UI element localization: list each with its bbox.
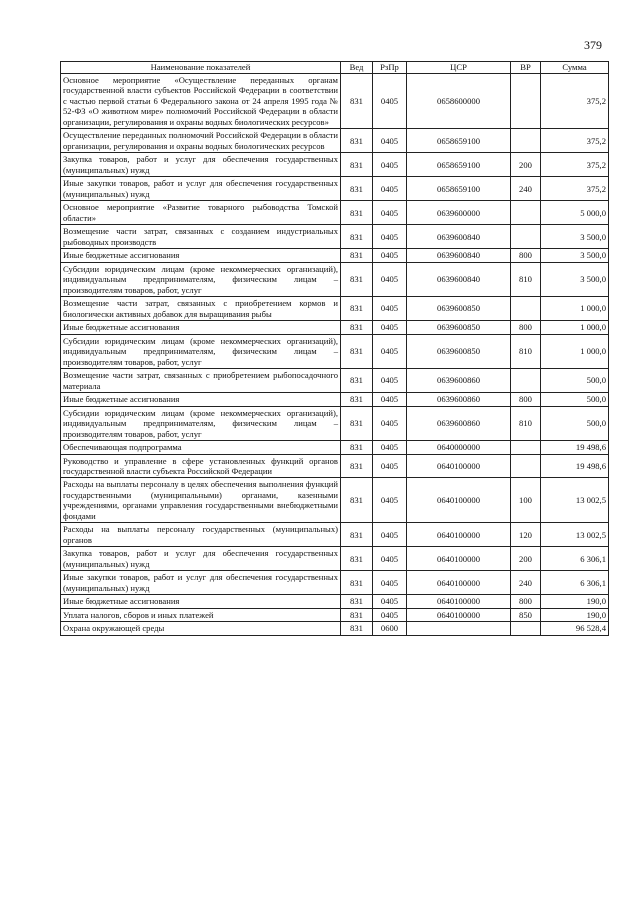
cell-sum: 375,2 xyxy=(541,177,609,201)
table-row xyxy=(61,454,609,478)
cell-vr: 240 xyxy=(511,177,541,201)
cell-vr xyxy=(511,225,541,249)
cell-csr: 0639600840 xyxy=(407,262,511,296)
cell-rzpr: 0405 xyxy=(373,595,407,608)
cell-sum: 3 500,0 xyxy=(541,249,609,262)
cell-name: Субсидии юридическим лицам (кроме некоммерческих организаций), индивидуальным предпринимателям, физическим лицам – производителям товаров, работ, услуг xyxy=(61,406,341,440)
cell-csr: 0639600850 xyxy=(407,297,511,321)
cell-vr: 810 xyxy=(511,262,541,296)
table-row xyxy=(61,441,609,454)
table-row xyxy=(61,595,609,608)
cell-rzpr: 0405 xyxy=(373,406,407,440)
cell-rzpr: 0405 xyxy=(373,393,407,406)
cell-name: Иные закупки товаров, работ и услуг для обеспечения государственных (муниципальных) нужд xyxy=(61,571,341,595)
cell-vr: 800 xyxy=(511,249,541,262)
cell-rzpr: 0405 xyxy=(373,129,407,153)
cell-name: Иные бюджетные ассигнования xyxy=(61,249,341,262)
cell-name: Иные бюджетные ассигнования xyxy=(61,393,341,406)
cell-name: Уплата налогов, сборов и иных платежей xyxy=(61,608,341,621)
budget-table xyxy=(60,61,609,636)
cell-csr xyxy=(407,622,511,635)
cell-csr: 0639600860 xyxy=(407,406,511,440)
cell-name: Субсидии юридическим лицам (кроме некоммерческих организаций), индивидуальным предпринимателям, физическим лицам – производителям товаров, работ, услуг xyxy=(61,262,341,296)
table-row xyxy=(61,369,609,393)
cell-vr: 850 xyxy=(511,608,541,621)
page-number: 379 xyxy=(584,38,602,52)
cell-rzpr: 0405 xyxy=(373,153,407,177)
cell-sum: 19 498,6 xyxy=(541,454,609,478)
table-row xyxy=(61,153,609,177)
cell-csr: 0639600840 xyxy=(407,225,511,249)
cell-rzpr: 0405 xyxy=(373,225,407,249)
table-row xyxy=(61,225,609,249)
cell-rzpr: 0405 xyxy=(373,571,407,595)
cell-ved: 831 xyxy=(341,454,373,478)
table-row xyxy=(61,74,609,129)
cell-vr: 200 xyxy=(511,547,541,571)
cell-vr: 240 xyxy=(511,571,541,595)
cell-rzpr: 0405 xyxy=(373,262,407,296)
cell-name: Обеспечивающая подпрограмма xyxy=(61,441,341,454)
table-row xyxy=(61,622,609,635)
cell-ved: 831 xyxy=(341,478,373,523)
cell-vr: 100 xyxy=(511,478,541,523)
cell-ved: 831 xyxy=(341,334,373,368)
cell-ved: 831 xyxy=(341,225,373,249)
cell-vr: 810 xyxy=(511,406,541,440)
header-sum: Сумма xyxy=(541,62,609,74)
cell-name: Закупка товаров, работ и услуг для обеспечения государственных (муниципальных) нужд xyxy=(61,547,341,571)
cell-csr: 0639600860 xyxy=(407,369,511,393)
cell-csr: 0640000000 xyxy=(407,441,511,454)
cell-rzpr: 0405 xyxy=(373,547,407,571)
table-row xyxy=(61,201,609,225)
table-row xyxy=(61,334,609,368)
cell-rzpr: 0405 xyxy=(373,321,407,334)
cell-csr: 0640100000 xyxy=(407,608,511,621)
cell-csr: 0640100000 xyxy=(407,454,511,478)
cell-sum: 3 500,0 xyxy=(541,225,609,249)
cell-csr: 0640100000 xyxy=(407,571,511,595)
table-row xyxy=(61,129,609,153)
cell-rzpr: 0405 xyxy=(373,74,407,129)
cell-ved: 831 xyxy=(341,249,373,262)
cell-sum: 500,0 xyxy=(541,369,609,393)
cell-vr xyxy=(511,441,541,454)
cell-sum: 3 500,0 xyxy=(541,262,609,296)
cell-rzpr: 0405 xyxy=(373,523,407,547)
cell-rzpr: 0405 xyxy=(373,177,407,201)
cell-vr: 200 xyxy=(511,153,541,177)
cell-ved: 831 xyxy=(341,406,373,440)
cell-rzpr: 0405 xyxy=(373,478,407,523)
cell-vr: 800 xyxy=(511,595,541,608)
header-csr: ЦСР xyxy=(407,62,511,74)
cell-vr xyxy=(511,454,541,478)
table-row xyxy=(61,571,609,595)
header-vr: ВР xyxy=(511,62,541,74)
header-ved: Вед xyxy=(341,62,373,74)
cell-name: Расходы на выплаты персоналу в целях обеспечения выполнения функций государственными (муниципальными) органами, казенными учреждениями, органами управления государственными внебюджетными фондами xyxy=(61,478,341,523)
cell-sum: 375,2 xyxy=(541,153,609,177)
cell-sum: 190,0 xyxy=(541,595,609,608)
cell-rzpr: 0405 xyxy=(373,297,407,321)
table-row xyxy=(61,608,609,621)
cell-vr: 800 xyxy=(511,321,541,334)
cell-csr: 0658659100 xyxy=(407,153,511,177)
cell-csr: 0640100000 xyxy=(407,478,511,523)
cell-sum: 6 306,1 xyxy=(541,547,609,571)
cell-sum: 6 306,1 xyxy=(541,571,609,595)
cell-csr: 0640100000 xyxy=(407,523,511,547)
cell-vr: 800 xyxy=(511,393,541,406)
cell-vr xyxy=(511,201,541,225)
cell-name: Иные закупки товаров, работ и услуг для обеспечения государственных (муниципальных) нужд xyxy=(61,177,341,201)
cell-name: Иные бюджетные ассигнования xyxy=(61,595,341,608)
cell-ved: 831 xyxy=(341,369,373,393)
table-row xyxy=(61,249,609,262)
cell-sum: 19 498,6 xyxy=(541,441,609,454)
cell-ved: 831 xyxy=(341,74,373,129)
cell-name: Руководство и управление в сфере установленных функций органов государственной власти субъекта Российской Федерации xyxy=(61,454,341,478)
cell-name: Расходы на выплаты персоналу государственных (муниципальных) органов xyxy=(61,523,341,547)
cell-ved: 831 xyxy=(341,201,373,225)
cell-sum: 1 000,0 xyxy=(541,321,609,334)
cell-name: Основное мероприятие «Развитие товарного рыбоводства Томской области» xyxy=(61,201,341,225)
table-row xyxy=(61,523,609,547)
cell-sum: 1 000,0 xyxy=(541,334,609,368)
cell-rzpr: 0405 xyxy=(373,201,407,225)
cell-name: Возмещение части затрат, связанных с приобретением рыбопосадочного материала xyxy=(61,369,341,393)
cell-vr xyxy=(511,74,541,129)
header-rzpr: РзПр xyxy=(373,62,407,74)
cell-sum: 13 002,5 xyxy=(541,523,609,547)
cell-sum: 375,2 xyxy=(541,74,609,129)
table-body xyxy=(61,74,609,636)
cell-vr: 120 xyxy=(511,523,541,547)
cell-csr: 0640100000 xyxy=(407,595,511,608)
cell-rzpr: 0405 xyxy=(373,441,407,454)
cell-rzpr: 0405 xyxy=(373,369,407,393)
table-header-row xyxy=(61,62,609,74)
cell-ved: 831 xyxy=(341,177,373,201)
cell-ved: 831 xyxy=(341,129,373,153)
cell-sum: 500,0 xyxy=(541,406,609,440)
table-row xyxy=(61,406,609,440)
cell-ved: 831 xyxy=(341,393,373,406)
cell-sum: 5 000,0 xyxy=(541,201,609,225)
cell-sum: 500,0 xyxy=(541,393,609,406)
cell-vr xyxy=(511,297,541,321)
cell-csr: 0658600000 xyxy=(407,74,511,129)
header-name: Наименование показателей xyxy=(61,62,341,74)
table-row xyxy=(61,177,609,201)
cell-rzpr: 0405 xyxy=(373,249,407,262)
cell-sum: 13 002,5 xyxy=(541,478,609,523)
table-row xyxy=(61,321,609,334)
table-row xyxy=(61,393,609,406)
cell-ved: 831 xyxy=(341,153,373,177)
cell-name: Закупка товаров, работ и услуг для обеспечения государственных (муниципальных) нужд xyxy=(61,153,341,177)
cell-name: Возмещение части затрат, связанных с созданием индустриальных рыбоводных производств xyxy=(61,225,341,249)
cell-name: Охрана окружающей среды xyxy=(61,622,341,635)
cell-rzpr: 0405 xyxy=(373,608,407,621)
cell-csr: 0639600860 xyxy=(407,393,511,406)
cell-name: Осуществление переданных полномочий Российской Федерации в области организации, регулирования и охраны водных биологических ресурсов xyxy=(61,129,341,153)
cell-vr xyxy=(511,129,541,153)
cell-vr xyxy=(511,369,541,393)
cell-rzpr: 0405 xyxy=(373,334,407,368)
table-row xyxy=(61,547,609,571)
cell-csr: 0658659100 xyxy=(407,129,511,153)
cell-rzpr: 0405 xyxy=(373,454,407,478)
table-row xyxy=(61,478,609,523)
table-row xyxy=(61,262,609,296)
cell-csr: 0640100000 xyxy=(407,547,511,571)
cell-sum: 375,2 xyxy=(541,129,609,153)
table-row xyxy=(61,297,609,321)
cell-ved: 831 xyxy=(341,441,373,454)
cell-name: Субсидии юридическим лицам (кроме некоммерческих организаций), индивидуальным предпринимателям, физическим лицам – производителям товаров, работ, услуг xyxy=(61,334,341,368)
cell-ved: 831 xyxy=(341,595,373,608)
cell-csr: 0658659100 xyxy=(407,177,511,201)
cell-sum: 96 528,4 xyxy=(541,622,609,635)
cell-csr: 0639600850 xyxy=(407,321,511,334)
cell-ved: 831 xyxy=(341,297,373,321)
cell-name: Иные бюджетные ассигнования xyxy=(61,321,341,334)
cell-name: Основное мероприятие «Осуществление переданных органам государственной власти субъектов Российской Федерации в соответствии с частью первой статьи 6 Федерального закона от 24 апреля 1995 года № 52-ФЗ «О животном мире» полномочий Российской Федерации в области организации, регулирования и охраны водных биологических ресурсов» xyxy=(61,74,341,129)
cell-ved: 831 xyxy=(341,262,373,296)
cell-sum: 1 000,0 xyxy=(541,297,609,321)
cell-vr: 810 xyxy=(511,334,541,368)
cell-ved: 831 xyxy=(341,547,373,571)
cell-ved: 831 xyxy=(341,523,373,547)
cell-ved: 831 xyxy=(341,608,373,621)
cell-vr xyxy=(511,622,541,635)
cell-sum: 190,0 xyxy=(541,608,609,621)
cell-csr: 0639600000 xyxy=(407,201,511,225)
cell-rzpr: 0600 xyxy=(373,622,407,635)
cell-csr: 0639600840 xyxy=(407,249,511,262)
cell-csr: 0639600850 xyxy=(407,334,511,368)
cell-ved: 831 xyxy=(341,622,373,635)
cell-ved: 831 xyxy=(341,571,373,595)
cell-ved: 831 xyxy=(341,321,373,334)
cell-name: Возмещение части затрат, связанных с приобретением кормов и биологически активных добавок для выращивания рыбы xyxy=(61,297,341,321)
